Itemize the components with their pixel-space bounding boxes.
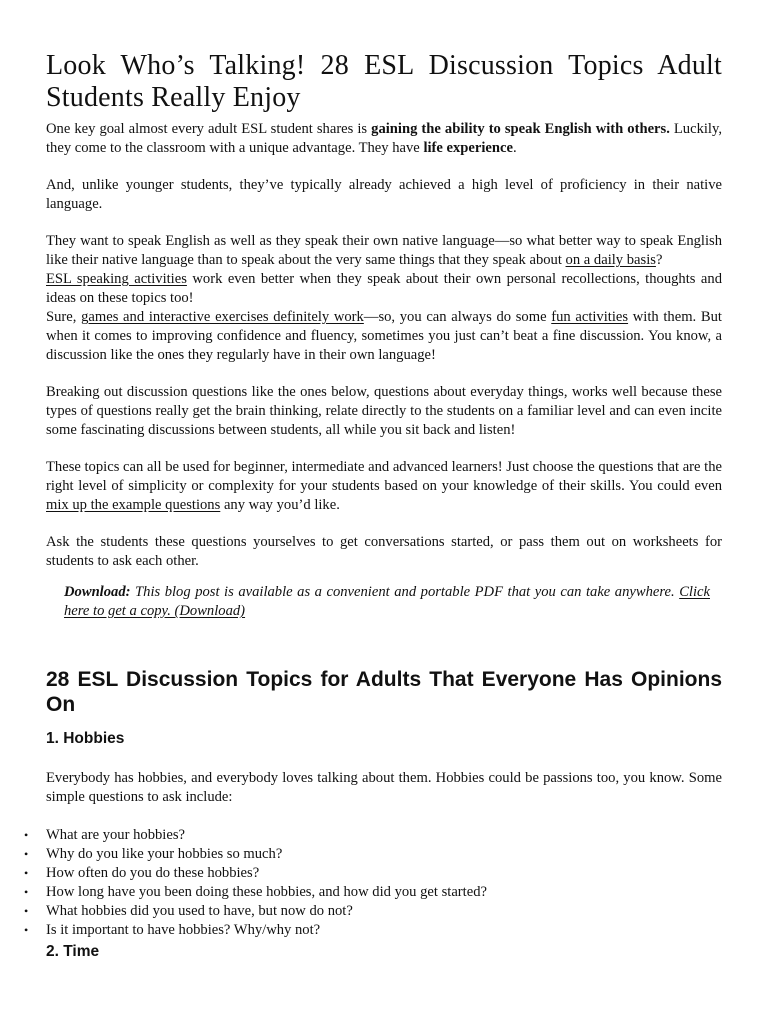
bullet-icon: • [24,828,29,842]
hobbies-question-list [24,826,722,940]
list-item-text: Why do you like your hobbies so much? [46,846,283,862]
list-item [24,864,722,883]
list-item-text: What hobbies did you used to have, but now do not? [46,903,353,919]
mix-up-questions-link[interactable]: mix up the example questions [46,497,221,513]
list-item [24,902,722,921]
download-callout [64,583,710,621]
text: . [512,140,517,156]
bullet-icon: • [24,904,29,918]
text: They want to speak English as well as they speak their own native language—so what better way to speak English like their native language than to speak about the very same things that they speak about [46,233,722,268]
text: any way you’d like. [220,497,340,513]
games-exercises-link[interactable]: games and interactive exercises definitely work [81,309,364,325]
paragraph-speaking-activities [46,270,722,308]
bullet-icon: • [24,866,29,880]
bullet-icon: • [24,847,29,861]
text: work even better when they speak about their own personal recollections, thoughts and ideas on these topics too! [46,271,722,306]
list-item [24,883,722,902]
text: —so, you can always do some [363,309,552,325]
list-item-text: How long have you been doing these hobbies, and how did you get started? [46,884,487,900]
text: One key goal almost every adult ESL student shares is [46,121,372,137]
daily-basis-link[interactable]: on a daily basis [565,252,656,268]
paragraph-ask-students: Ask the students these questions yourselves to get conversations started, or pass them out on worksheets for students to ask each other. [46,534,722,569]
paragraph-speak-english [46,232,722,270]
download-link[interactable]: Click here to get a copy. (Download) [64,584,710,619]
paragraph-games [46,308,722,365]
bold-text: life experience [423,140,513,156]
bullet-icon: • [24,923,29,937]
list-item [24,826,722,845]
article [24,50,722,961]
list-item [24,921,722,940]
bullet-icon: • [24,885,29,899]
download-label: Download: [64,584,131,600]
text: ? [655,252,663,268]
paragraph-discussion-questions: Breaking out discussion questions like the ones below, questions about everyday things, works well because these types of questions really get the brain thinking, relate directly to the students on a familiar level and can even incite some fascinating discussions between students, all while you sit back and listen! [46,384,722,438]
list-item [24,845,722,864]
text: with them. But when it comes to improving confidence and fluency, sometimes you just can’t beat a fine discussion. You know, a discussion like the ones they regularly have in their own language! [46,309,722,363]
topic-heading-time: 2. Time [46,943,100,960]
list-item-text: Is it important to have hobbies? Why/why not? [46,922,321,938]
intro-paragraph [46,120,722,158]
text: Luckily, they come to the classroom with a unique advantage. They have [46,121,722,156]
fun-activities-link[interactable]: fun activities [551,309,629,325]
download-text: This blog post is available as a convenient and portable PDF that you can take anywhere. [130,584,680,600]
text: Sure, [46,309,82,325]
text: These topics can all be used for beginner, intermediate and advanced learners! Just choose the questions that are the right level of simplicity or complexity for your students based on your knowledge of their skills. You could even [46,459,722,494]
paragraph-levels [46,458,722,515]
article-title: Look Who’s Talking! 28 ESL Discussion Topics Adult Students Really Enjoy [46,50,722,113]
esl-speaking-activities-link[interactable]: ESL speaking activities [46,271,187,287]
section-title: 28 ESL Discussion Topics for Adults That Everyone Has Opinions On [46,668,722,716]
bold-text: gaining the ability to speak English with others. [371,121,670,137]
topic-heading-hobbies: 1. Hobbies [46,730,125,747]
list-item-text: How often do you do these hobbies? [46,865,260,881]
hobbies-intro: Everybody has hobbies, and everybody loves talking about them. Hobbies could be passions too, you know. Some simple questions to ask include: [46,770,722,805]
list-item-text: What are your hobbies? [46,827,185,843]
paragraph-native-language: And, unlike younger students, they’ve typically already achieved a high level of proficiency in their native language. [46,177,722,212]
